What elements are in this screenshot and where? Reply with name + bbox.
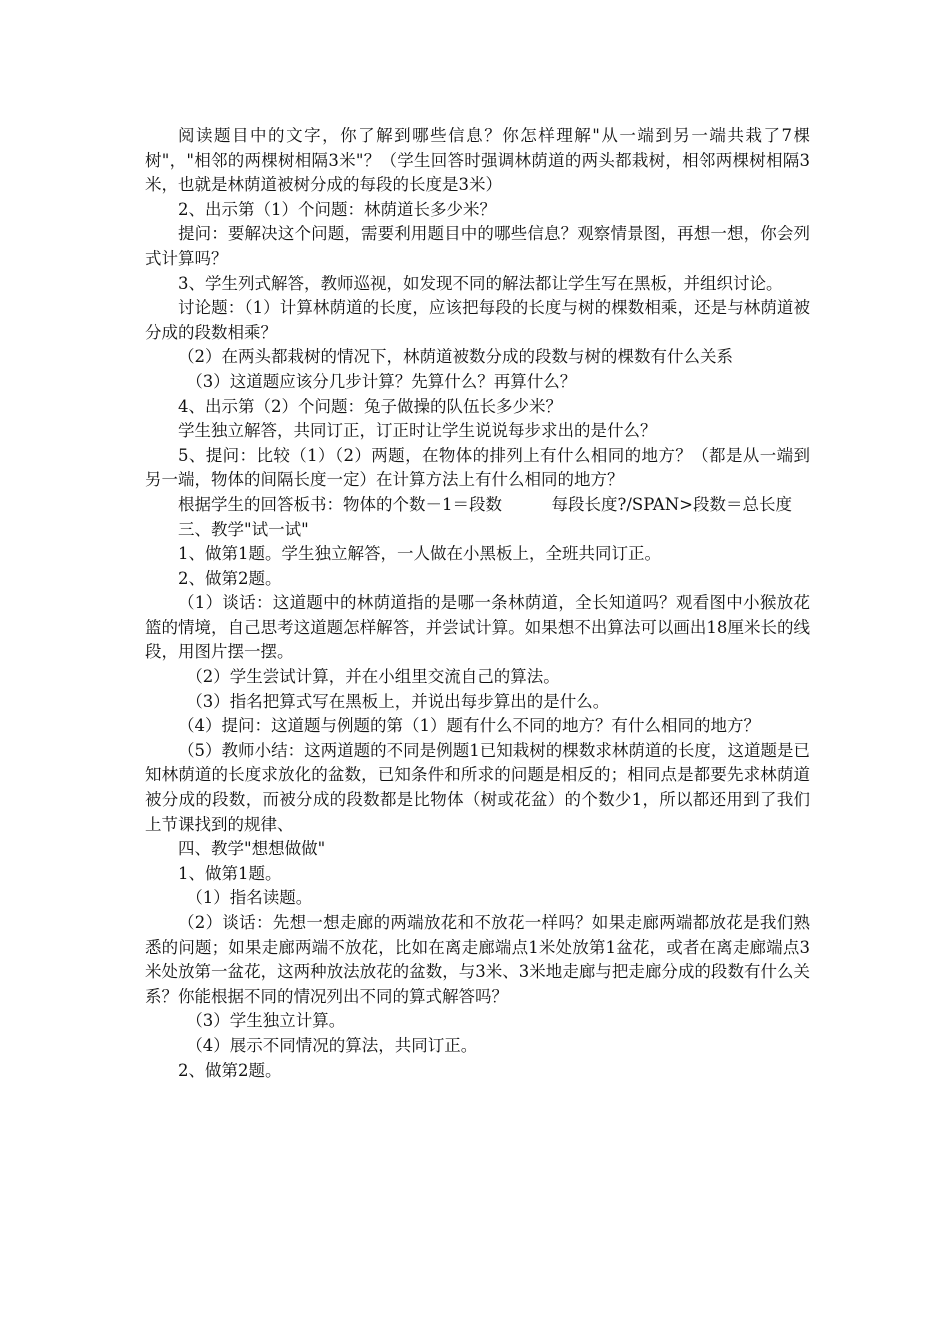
paragraph-think-1: 1、做第1题。 (178, 863, 282, 883)
section-heading-think: 四、教学"想想做做" (178, 839, 326, 859)
paragraph-independent-solve: 学生独立解答，共同订正，订正时让学生说说每步求出的是什么？ (178, 421, 657, 441)
paragraph-question-2: 4、出示第（2）个问题：兔子做操的队伍长多少米？ (178, 396, 562, 416)
paragraph-try-2-talk: （1）谈话：这道题中的林荫道指的是哪一条林荫道，全长知道吗？观看图中小猴放花篮的情境，自己思考这道题怎样解答，并尝试计算。如果想不出算法可以画出18厘米长的线段，用图片摆一摆。 (145, 593, 810, 662)
paragraph-try-2-board: （3）指名把算式写在黑板上，并说出每步算出的是什么。 (186, 691, 610, 711)
paragraph-think-1-talk: （2）谈话：先想一想走廊的两端放花和不放花一样吗？如果走廊两端都放花是我们熟悉的问题；如果走廊两端不放花，比如在离走廊端点1米处放第1盆花，或者在离走廊端点3米处放第一盆花，这两种放法放花的盆数，与3米、3米地走廊与把走廊分成的段数有什么关系？你能根据不同的情况列出不同的算式解答吗？ (145, 913, 810, 1006)
paragraph-think-1-show: （4）展示不同情况的算法，共同订正。 (186, 1035, 478, 1055)
paragraph-teacher-summary: （5）教师小结：这两道题的不同是例题1已知栽树的棵数求林荫道的长度，这道题是已知林荫道的长度求放化的盆数，已知条件和所求的问题是相反的；相同点是都要先求林荫道被分成的段数，而被分成的段数都是比物体（树或花盆）的个数少1，所以都还用到了我们上节课找到的规律、 (145, 740, 810, 834)
paragraph-discussion: 讨论题：（1）计算林荫道的长度，应该把每段的长度与树的棵数相乘，还是与林荫道被分成的段数相乘？ (145, 298, 810, 342)
paragraph-try-2-question: （4）提问：这道题与例题的第（1）题有什么不同的地方？有什么相同的地方？ (178, 716, 760, 736)
section-heading-try: 三、教学"试一试" (178, 519, 309, 539)
paragraph-compare: 5、提问：比较（1）（2）两题，在物体的排列上有什么相同的地方？（都是从一端到另一端，物体的间隔长度一定）在计算方法上有什么相同的地方？ (145, 445, 810, 490)
paragraph-think-1-read: （1）指名读题。 (186, 888, 313, 908)
paragraph-student-solve: 3、学生列式解答，教师巡视，如发现不同的解法都让学生写在黑板，并组织讨论。 (178, 273, 783, 293)
paragraph-discussion-2: （2）在两头都栽树的情况下，林荫道被数分成的段数与树的棵数有什么关系 (178, 347, 733, 367)
paragraph-think-2: 2、做第2题。 (178, 1060, 282, 1080)
paragraph-think-1-calc: （3）学生独立计算。 (186, 1011, 346, 1031)
paragraph-reading-question: 阅读题目中的文字，你了解到哪些信息？你怎样理解"从一端到另一端共栽了7棵树"，"相邻的两棵树相隔3米"？（学生回答时强调林荫道的两头都栽树，相邻两棵树相隔3米，也就是林荫道被树分成的每段的长度是3米） (145, 126, 810, 195)
paragraph-try-2: 2、做第2题。 (178, 568, 282, 588)
paragraph-prompt: 提问：要解决这个问题，需要利用题目中的哪些信息？观察情景图，再想一想，你会列式计算吗？ (145, 224, 810, 268)
paragraph-question-1: 2、出示第（1）个问题：林荫道长多少米？ (178, 199, 496, 219)
paragraph-discussion-3: （3）这道题应该分几步计算？先算什么？再算什么？ (186, 371, 577, 391)
paragraph-board-formula: 根据学生的回答板书：物体的个数－1＝段数 每段长度?/SPAN>段数＝总长度 (178, 494, 792, 514)
paragraph-try-1: 1、做第1题。学生独立解答，一人做在小黑板上，全班共同订正。 (178, 544, 661, 564)
document-body (145, 124, 810, 1083)
paragraph-try-2-attempt: （2）学生尝试计算，并在小组里交流自己的算法。 (186, 667, 560, 687)
